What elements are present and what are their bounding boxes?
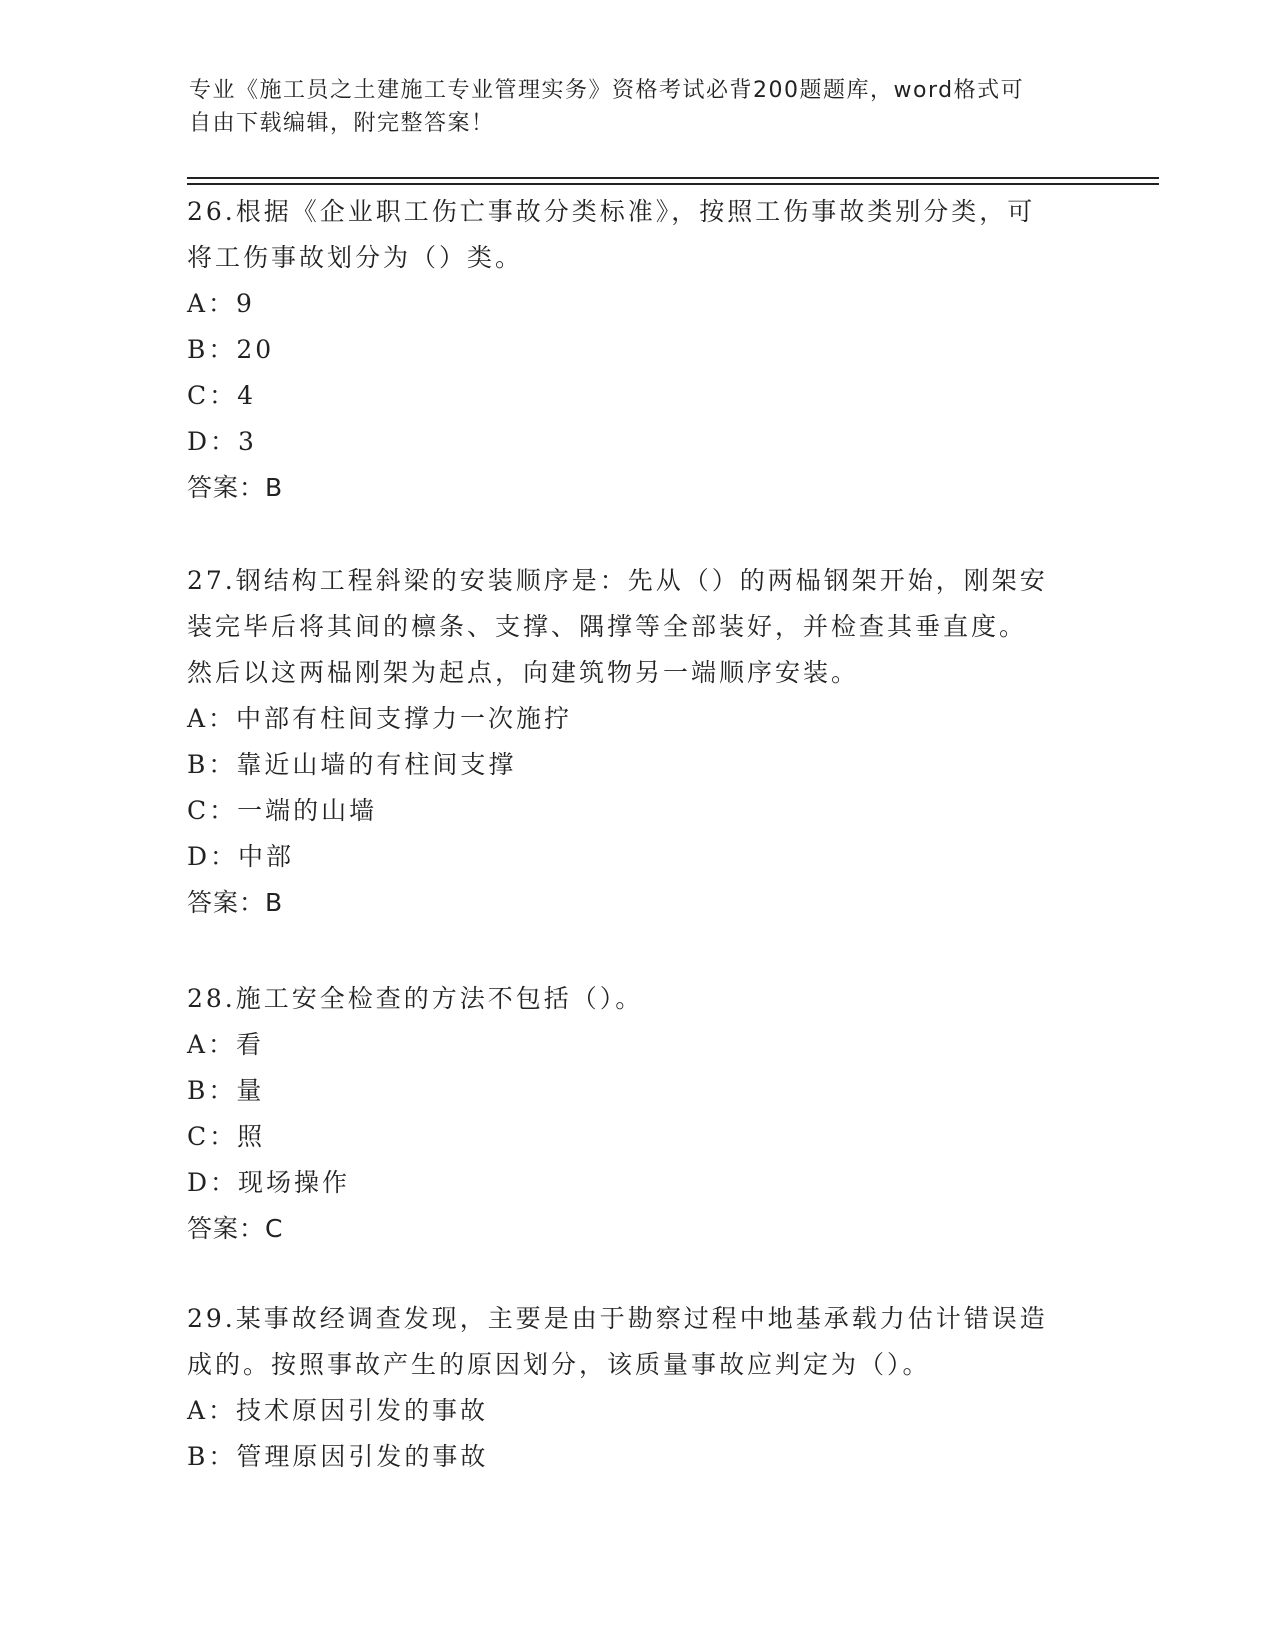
question-stem-line: 成的。按照事故产生的原因划分，该质量事故应判定为（）。 bbox=[187, 1350, 931, 1379]
option-c: C：照 bbox=[187, 1122, 266, 1151]
option-a: A：技术原因引发的事故 bbox=[187, 1396, 489, 1425]
document-header bbox=[189, 74, 1089, 140]
question-stem-line: 装完毕后将其间的檩条、支撑、隅撑等全部装好，并检查其垂直度。 bbox=[187, 612, 1028, 641]
header-line-2: 自由下载编辑，附完整答案！ bbox=[189, 111, 495, 136]
question-stem-line: 28.施工安全检查的方法不包括（）。 bbox=[187, 984, 644, 1013]
option-c: C：一端的山墙 bbox=[187, 796, 378, 825]
question-28 bbox=[187, 976, 1087, 1252]
option-b: B：量 bbox=[187, 1076, 265, 1105]
question-29 bbox=[187, 1296, 1087, 1480]
header-divider-top bbox=[187, 177, 1159, 179]
question-stem-line: 29.某事故经调查发现，主要是由于勘察过程中地基承载力估计错误造 bbox=[187, 1304, 1048, 1333]
answer-line: 答案：C bbox=[187, 1214, 284, 1243]
question-stem-line: 将工伤事故划分为（）类。 bbox=[187, 243, 524, 272]
option-c: C：4 bbox=[187, 381, 257, 410]
question-stem-line: 27.钢结构工程斜梁的安装顺序是：先从（）的两榀钢架开始，刚架安 bbox=[187, 566, 1048, 595]
header-line-1: 专业《施工员之土建施工专业管理实务》资格考试必背200题题库，word格式可 bbox=[189, 78, 1025, 103]
option-b: B：靠近山墙的有柱间支撑 bbox=[187, 750, 517, 779]
option-d: D：中部 bbox=[187, 842, 295, 871]
option-d: D：现场操作 bbox=[187, 1168, 351, 1197]
option-b: B：管理原因引发的事故 bbox=[187, 1442, 489, 1471]
option-d: D：3 bbox=[187, 427, 257, 456]
option-a: A：中部有柱间支撑力一次施拧 bbox=[187, 704, 573, 733]
question-stem-line: 然后以这两榀刚架为起点，向建筑物另一端顺序安装。 bbox=[187, 658, 860, 687]
header-divider-bottom bbox=[187, 183, 1159, 185]
question-27 bbox=[187, 558, 1087, 926]
answer-line: 答案：B bbox=[187, 473, 284, 502]
question-26 bbox=[187, 189, 1087, 511]
answer-line: 答案：B bbox=[187, 888, 284, 917]
option-a: A：9 bbox=[187, 289, 255, 318]
option-a: A：看 bbox=[187, 1030, 265, 1059]
option-b: B：20 bbox=[187, 335, 275, 364]
question-stem-line: 26.根据《企业职工伤亡事故分类标准》，按照工伤事故类别分类，可 bbox=[187, 197, 1036, 226]
